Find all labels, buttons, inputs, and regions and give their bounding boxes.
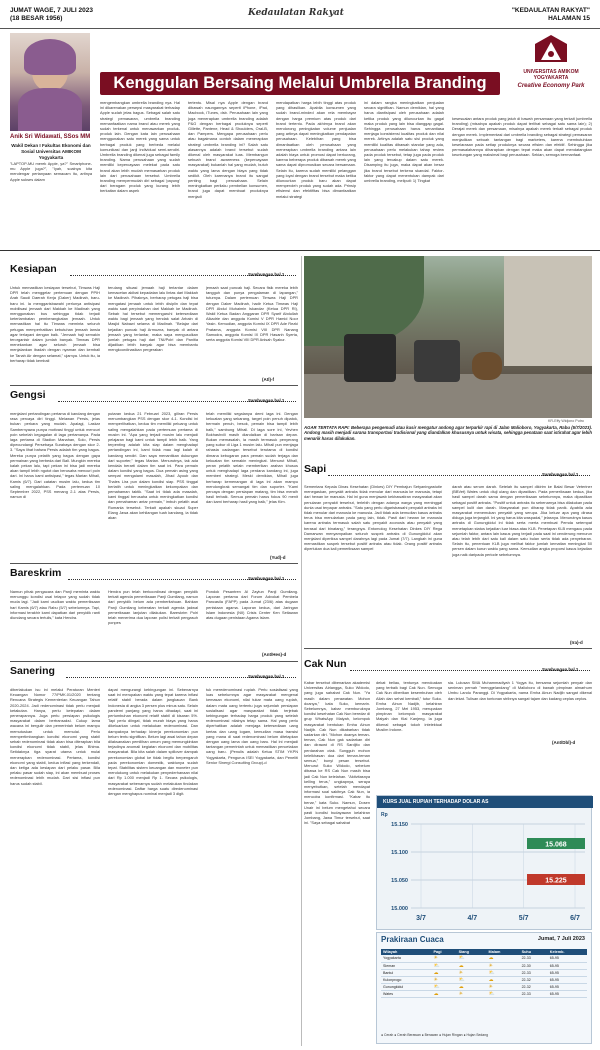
column-separator: [301, 256, 302, 1046]
bareskrim-signature: (Ant/Hes)-d: [262, 652, 287, 657]
issue-date: JUMAT WAGE, 7 JULI 2023: [10, 7, 93, 14]
bareskrim-rule: [10, 661, 298, 662]
page-info: [512, 7, 590, 23]
weather-city: Wates: [381, 990, 431, 997]
kesiapan-signature: (Atl)-f: [262, 377, 274, 382]
tree-shape: [304, 256, 424, 346]
sapi-col-2: darah atau serum darah. Setelah itu sampel dikirim ke Balai Besar Veteriner (BBVet) Wates untuk diuji ulang dan dipastikan. Pada pemeriksaan kedua, jika hasil sampel darah sama dengan pemeriksaan sebelumnya, maka dipastikan sebagai positif antraks. "Positif untuk antraks itu sebenarnya bisa dilakukan pada sampel kulit dan darah. Masyarakat pun diharap tidak panik. Apabila ada masyarakat menemukan penyakit yang serupa. Jika keluar apa yang dirasa diduga juga terjangkit. Ini yang harus kita waspadai," jelasnya. Menurutnya kasus antraks di Gunungkidul ini tidak serta merta membuat Pemda setempat menetapkan status kejadian luar biasa atau KLB. Penetapan KLB mengacu pada sejumlah faktor, antara lain kasus yang terjadi pada saat ini cenderung menurun atau telah lebih dari satu kali dalam satu bulan serta tidak ada penyebaran. Selain itu, penentuan KLB juga melihat faktor jumlah kematian meningkat 50 persen dalam kurun waktu yang sama. Kemudian angka proporsi kasus kejadian juga naik daripada periode sebelumnya.: [452, 484, 592, 557]
kesiapan-col-1: Untuk memastikan kesiapan tersebut, Timwas Haji DPR telah menggelar pertemuan dengan PPIH Arab Saudi Daerah Kerja (Daker) Madinah, baru-baru ini. Ia menggarisbawahi perlunya antisipasi mobilisasi jemaah dari Makkah ke Madinah yang menggunakan bus sehingga tidak terjadi keterlambatan pemberangkatan jemaah. Untuk memastikan hal itu Timwas meminta seluruh petugas memperhatikan kebutuhan jemaah lansia agar terlayani dengan baik. "Jemaah haji semakin terorganisir dalam jumlah banyak. Timwas DPR menekankan agar seluruh jemaah bisa menjalankan ibadah dengan nyaman dan kembali ke Tanah Air dengan selamat," ujarnya. Untuk itu, ia berharap tidak kembali: [10, 285, 100, 363]
weather-icon: ☁: [487, 976, 520, 983]
forex-top-label: 15.068: [545, 841, 567, 849]
logo-tagline: Creative Economy Park: [517, 83, 585, 89]
forex-ytick-label: 15.050: [391, 878, 408, 884]
shoulders-shape: [18, 88, 82, 131]
forex-ytick-label: 15.000: [391, 906, 408, 912]
weather-row: [381, 955, 587, 962]
forex-date-label: 3/7: [416, 915, 426, 922]
andong-1-shape: [344, 334, 396, 382]
bareskrim-title: Bareskrim: [10, 567, 62, 579]
masthead: Kedaulatan Rakyat: [248, 8, 344, 18]
weather-icon: ⛅: [431, 983, 456, 990]
weather-legend: [381, 1033, 587, 1037]
sanering-col-1: diberlakukan isu ini melalui Peraturan Menteri Keuangan Nomor 77/PMK.01/2020 tentang Rencana Strategis Kementerian Keuangan Tahun 2020-2024. Jadi redenominasi tidak perlu menjadi ketakutan. Hanya, perlu ketepatan dalam penerapannya. Juga perlu persiapan psikologis masyarakat dalam bertransaksi. Cukup lama wacana ini bergulir dan pemerintah belum mampu memutuskan untuk memulai. Perlu mempertimbangkan kondisi ekonomi yang stabil sebab redenominasi tidak akan bisa diterapkan bila kondisi ekonomi tidak stabil, jelas Bhima. Setidaknya tiga syarat utama untuk mulai menerapkan redenominasi. Pertama, kondisi ekonomi yang stabil, kedua inflasi yang terkendali, dan ketiga ada kesiapan dari pelaku pasar. Bila pelaku pasar sudah siap, ini akan membuat proses redenominasi lebih mudah. Dari sisi inflasi pun harus sudah stabil.: [10, 687, 100, 786]
forex-unit: Rp: [381, 812, 388, 818]
header-rule: [0, 28, 600, 29]
weather-value: 65-95: [548, 990, 587, 997]
weather-value: 65-95: [548, 983, 587, 990]
gengsi-col-2: putaran kedua 21 Februari 2023, giliran Persis menumbangkan PSS dengan skor 4-1. Kondisi ini memperlihatkan, kedua tim memiliki peluang untuk saling mengalahkan pada pertemuan pertama di musim ini. "Apa yang terjadi musim lalu menjadi pelajaran bagi kami untuk tampil lebih baik. Yang terpenting adalah kita siap dalam menghadapi pertandingan ini, kami tidak mau lagi kalah di kandang sendiri. Dan saya menantikan dukungan dari suporter," tegas Marian. Menurutnya, tak ada kendala berarti dalam tim saat ini. Para pemain dalam kondisi yang bagus. Dua pemain asing yang sempat mengalami masalah, Jihad Ayoub dan Thales Lira pun dalam kondisi siap. PSS tinggal berlatih untuk meningkatkan kekompakan dan pemahaman taktik. "Saat ini tidak ada masalah, kami tinggal berusaha untuk meningkatkan kondisi dan pemahaman antar pemain," imbuh pelatih asal Rumania tersebut. Terkait apakah skuad Super Elang Jawa akan kehilangan tuah kandang, ia tidak akan: [108, 411, 198, 521]
bareskrim-col-3: Pondok Pesantren Al Zaytun Panji Gumilang. Laporan pertama dari Forum Advokat Pembela Pancasila (FAPP) pada Jumat (23/6) atas dugaan penistaan agama. Laporan kedua, dari Jaringan Islam Indonesia (NII) Crisis Center Ken Setiawan atas dugaan penistaan Agama Islam.: [206, 589, 298, 621]
weather-icon: ☀: [487, 962, 520, 969]
weather-value: 22-33: [520, 955, 548, 962]
ad-column-1: mengembangkan umbrella branding nya. Hal ini dikarenakan persepsi masyarakat terhadap Apple sudah jelas bagus. Sebagai salah satu strategi pemasaran, umbrella branding memanfaatkan nama brand atau merek yang sudah terkenal untuk menawarkan produk-produk lain. Dengan kata lain perusahaan menggunakan satu merek yang sama untuk berbagai produk yang berbeda melalui komunikasi dan janji individual semi-sendiri. Umbrella branding dikenal juga sebagai family branding. Nama perusahaan yang sudah memiliki kepercayaan melekat pada satu brand akan lebih mudah memasarkan produk lain dari perusahaan tersebut. Umbrella branding mempermudah diri sebagai 'payung' dari beragam produk yang kurang lebih berkaitan dalam aspek: [100, 100, 180, 194]
weather-icon: ☁: [457, 962, 487, 969]
ad-bottom-rule: [0, 250, 600, 251]
sapi-col-1: Sementara Kepala Dinas Kesehatan (Dinkes) DIY Pembajun Setyaningastutie menegaskan, penyakit antraks tidak menular dari manusia ke manusia, tetapi dari hewan ke manusia. Hal ini guna menjawab kekhawatiran masyarakat akan penularan penyakit tersebut, terlebih dengan adanya warga yang meninggal dunia usai terpapar antraks. "Satu yang perlu digarisbawahi penyakit antraks ini tidak menular dari manusia ke manusia. Jadi tidak ada kemudian kasus antraks terus bisa menularkan pada yang lain, tidak. Pasti dari hewan ke manusia karena antraks termasuk salah satu penyakit zoonosis atau penyakit yang berasal dari binatang," terangnya. Entomolog Kesehatan Dinkes DIY Rega Damarwan menyampaikan seluruh suspek antraks di Gunungkidul akan menjalani diperiksa sampel darahnya lagi pada Jumat (7/7). Langkah ini guna memastikan suspek tersebut positif antraks atau tidak. Orang positif antraks diperlukan dua kali pemeriksaan sampel: [304, 484, 442, 552]
weather-header-cell: Suhu: [521, 950, 532, 954]
caknun-signature: (Ant/Dbl)-d: [552, 740, 576, 745]
weather-legend-item: ● Cerah: [381, 1033, 395, 1037]
weather-legend-item: ● Cerah Berawan: [394, 1033, 422, 1037]
weather-icon: ⛅: [431, 962, 456, 969]
bareskrim-col-1: Namun pihak pengacara dan Panji meminta waktu menunggu kondisi usai telapor yang sudah tidak muda lagi. "Jadi kami usulkan waktu pemeriksaan hari Kamis (6/7) atau Rabu (5/7) sebelumnya. Tapi, informasi terakhir kami dapatkan dari penyidik ranti diundang secara tertulis," kata Hendra.: [10, 589, 100, 621]
weather-icon: ☁: [431, 969, 456, 976]
page-number: HALAMAN 15: [548, 15, 590, 22]
weather-table: [381, 949, 587, 998]
sanering-col-3: tuk meredenominasi rupiah. Perlu sosialisasi yang luas sebelumnya agar masyarakat mengenal kemasan ekonomi, nilai tukar mata uang rupiah, dalam mata uang tertentu juga sejumlah persiapan sosialisasi agar masyarakat tidak terjebak kebingungan terhadap harga produk yang setelah redenominasi nilainya tetap sama. Hal yang perlu diperhatikan adalah menjaga ketersediaan uang kertas dan uang logam, kemudian masa transisi yang mana di saat redenominasi belum ditetapkan dengan uang lama dan uang baru. Hal ini menjadi tantangan pemerintah untuk memastikan pencetakan uang baru. (Penulis adalah Ketua STIM YKPN Yogyakarta, Pengurus ISEI Yogyakarta, dan Peneliti Senior Sinergi Consulting Group)-d: [206, 687, 298, 765]
weather-value: 22-32: [520, 983, 548, 990]
author-photo: [10, 33, 90, 131]
sanering-title: Sanering: [10, 665, 55, 677]
weather-icon: ☀: [457, 990, 487, 997]
gengsi-title: Gengsi: [10, 389, 46, 401]
amikom-logo: [510, 34, 592, 112]
ad-title: Kenggulan Bersaing Melalui Umbrella Branding: [100, 72, 500, 95]
weather-city: Bantul: [381, 969, 431, 976]
newspaper-name: "KEDAULATAN RAKYAT": [511, 7, 590, 14]
weather-header-cell: Wilayah: [383, 950, 398, 954]
weather-value: 65-95: [548, 969, 587, 976]
forex-date-label: 5/7: [518, 915, 529, 922]
weather-date: Jumat, 7 Juli 2023: [537, 936, 585, 942]
sapi-title: Sapi: [304, 463, 327, 475]
sanering-continued: Sambungan hal 1: [248, 674, 285, 679]
weather-icon: ⛅: [487, 990, 520, 997]
kesiapan-rule: [10, 385, 298, 386]
weather-city: Gunungkidul: [381, 983, 431, 990]
weather-header-cell: Siang: [458, 950, 469, 954]
sapi-signature: (Ira)-d: [570, 640, 583, 645]
weather-value: 22-32: [520, 976, 548, 983]
bareskrim-continued: Sambungan hal 1: [248, 576, 285, 581]
weather-row: [381, 990, 587, 997]
ad-quote: "LAPTOP-MU merek Apple, ya?" Smartphone-mu Apple juga?", "Iyah, soalnya kita mendengar pertanyaan semacam itu, artinya Apple sukses dalam: [10, 161, 92, 182]
weather-legend-item: ● Hujan Ringan: [439, 1033, 464, 1037]
sapi-continued: Sambungan hal 1: [542, 472, 579, 477]
weather-legend-item: ● Hujan Sedang: [463, 1033, 488, 1037]
logo-name: UNIVERSITAS AMIKOM YOGYAKARTA: [523, 69, 579, 81]
caknun-col-3: sia. Lulusan SMA Muhammadiyah 1 Yogya itu, bersama sejumlah penyair dan seniman pernah "menggelandang" di Malioboro di bawah pimpinan almarhum Umbu Landu Paranggi. Di Yogyakarta, nama Emha Ainun Nadjib sangat dikenal dan lekat. Tulisan dan tontonan stribnya sangat tajam dan kadang ceplas ceplos.: [448, 680, 592, 701]
gengsi-continued: Sambungan hal 1: [248, 398, 285, 403]
sapi-rule: [304, 648, 592, 649]
news-photo: [304, 256, 592, 418]
photo-caption: AGAR TERTATA RAPI: Beberapa pengemudi atau kusir mengatur andong agar terparkir rapi di Jalan Malioboro, Yogyakarta, Rabu (5/7/2023). Andong masih menjadi sarana transportasi tradisional yang diandalkan khususnya untuk wisata, sehingga penataan saat istirahat agar lebih menarik harus dilakukan.: [304, 425, 592, 441]
weather-row: [381, 983, 587, 990]
kesiapan-col-3: jemaah saat puncak haji. Secara fisik mereka lebih tangguh dan punya pengalaman di lapangan," tuturnya. Dalam pertemuan Timwas Haji DPR dengan Daker Madinah, hadir Ketua Timwas Haji DPR Abdul Muhaimin Iskandar (Ketua DPR RI), Wakil Ketua Badan Anggaran DPR Syarif Abdullah Alkadrie dan anggota Komisi V DPR Hamid Noor Yasin. Kemudian, anggota Komisi IX DPR Ade Rezki Pratama, anggota Komisi VIII DPR Nanang Samodra, anggota Komisi IX DPR Hasanh Syerta, serta anggota Komisi VIII DPR Anisah Syakur.: [206, 285, 298, 343]
weather-icon: ☀: [431, 955, 456, 962]
hijab-shape: [24, 39, 76, 75]
kesiapan-col-2: terulang situasi jemaah haji terlantar dalam kemacetan akibat kepadatan lalu lintas dari Makkah ke Madinah. Pihaknya, berharap petugas haji bisa mengatasi jemaah untuk lebih disiplin dan tepat waktu saat perpindahan dari Makkah ke Madinah. Sebab hal tersebut memengaruhi ketersediaan waktu bagi jemaah yang hendak salat Arbain di Masjid Nabawi selama di Madinah. "Belajar dari kejadian puncak haji Armuzna, banyak di antara jemaah yang terlantar, maka saya mengusulkan jumlah petugas haji dari TNI/Polri dan Panitia dijadikan lebih banyak agar bisa membantu mengkoordinasikan pergerakan: [108, 285, 198, 353]
weather-city: Sleman: [381, 962, 431, 969]
ad-column-3: mendapatkan harga lebih tinggi atas produk yang dihasilkan. Apabila konsumen yang sudah brand-minded akan rela membayar dengan harga premium atas produk dari brand tertentu. Pada akhirnya brand akan mendorong peningkatan volume penjualan yang artinya dapat meningkatkan pendapatan perusahaan. Kelebihan yang bisa dimanfaatkan oleh perusahaan yang menerapkan umbrella branding antara lain adalah biaya untuk promosi dapat berkurang, karena beberapa produk dibawah merek yang sama dapat dipromosikan secara bersamaan. Selain itu, karena sudah memiliki pelanggan yang loyal dengan brand tersebut maka ketika diluncurkan produk baru akan dapat memperoleh produk yang sudah ada. Prinsip efisiensi dan efektifitas bisa dimanfaatkan melalui strategi: [276, 100, 356, 199]
photo-credit: KR-Effy Widjono Putro: [548, 419, 584, 423]
weather-value: 22-33: [520, 969, 548, 976]
forex-chart: [376, 795, 592, 930]
caknun-col-2: dekat beliau, tentunya mendoakan yang terbaik bagi Cak Nun. Semoga Cak Nun diberikan kesembuhan oleh Allah dan sehat kembali," tutur Suko. Emha Ainun Nadjib, kelahiran Jombang, 27 Mei 1953, merupakan pimpinan kelompok masyarakat Maiyah dan Kiai Kanjeng. Ia juga dikenal sebagai tokoh intelektual Muslim Indone-: [376, 680, 442, 732]
ad-column-2: tertentu. Misal nya Apple dengan brand dibawah naungannya seperti iPhone, iPad, Macbook, iTunes, dsb. Perusahaan lain yang juga menerapkan umbrella branding adalah P&G dengan berbagai produknya seperti Gillette, Pantene, Head & Shoulders, Oral-B, dan Pampers. Mengapa perusahaan perlu atau bagaimana contoh dalam menerapkan strategi umbrella branding ini? Salah satu alasannya adalah brand tersebut sudah dikenal oleh masyarakat luas. Membangun sebuah brand awareness (kepercayaan masyarakat) bukanlah hal yang mudah, butuh waktu yang lama dengan biaya yang tidak sedikit. Oleh karenanya brand itu sangat penting bagi perusahaan. Selain meningkatkan perilaku pembelian konsumen, brand juga dapat membuat produknya menjadi: [188, 100, 268, 199]
kesiapan-title: Kesiapan: [10, 263, 57, 275]
weather-value: 65-95: [548, 962, 587, 969]
forex-bottom-label: 15.225: [545, 877, 567, 885]
weather-value: 22-30: [520, 962, 548, 969]
weather-icon: ⛅: [457, 976, 487, 983]
weather-header-cell: Malam: [488, 950, 501, 954]
weather-row: [381, 976, 587, 983]
weather-body: [381, 955, 587, 997]
gengsi-signature: (Yud)-d: [270, 555, 286, 560]
forex-title: KURS JUAL RUPIAH TERHADAP DOLAR AS: [377, 796, 593, 808]
kesiapan-continued: Sambungan hal 1: [248, 272, 285, 277]
weather-header-cell: Pagi: [433, 950, 442, 954]
andong-2-shape: [414, 340, 460, 382]
forex-date-label: 4/7: [467, 915, 478, 922]
weather-icon: ⛅: [457, 955, 487, 962]
weather-icon: ☀: [431, 976, 456, 983]
forex-date-label: 6/7: [570, 915, 580, 922]
bareskrim-col-2: Hendra pun telah berkoordinasi dengan penyidik terkait agenda pemeriksaan Panji Gumilang, namun dari penyidik belum ada pemberitahuan. Bahkan Panji Gumilang keberatan terkait agenda jadwal pemeriksaan lanjutan dilakukan. Bareskrim Polri telah menerima dua laporan polisi terkait pengasuh ponpes: [108, 589, 198, 626]
page-date: [10, 7, 93, 23]
caknun-title: Cak Nun: [304, 658, 347, 670]
weather-value: 65-95: [548, 976, 587, 983]
author-name: Anik Sri Widawati, SSos MM: [10, 134, 91, 140]
author-role: Wakil Dekan I Fakultas Ekonomi dan Sosial Universitas AMIKOM Yogyakarta: [11, 143, 91, 160]
weather-city: Yogyakarta: [381, 955, 431, 962]
amikom-emblem-icon: [533, 34, 569, 64]
weather-header-cell: Kelemb.: [549, 950, 565, 954]
weather-icon: ☁: [431, 990, 456, 997]
ad-column-5: kesesuaian antara produk yang jatuh di bawah persamaan yang terkait (umbrella branding) (misalnya apakah produk dapat terlihat sebagai satu sama lain); 2) Derajat merek dan persamaan, misalnya apakah merek terkait sebagai produk dengan merek. Implementasi dari umbrella branding sebagai strategi pemasaran menjadikan sebuah tantangan bagi marketers, karena membutuhkan keselarasan pada setiap produknya secara efisien dan efektif. Sehingga jika permasalahannya diharapkan dengan tepat maka akan dapat mendatangkan keuntungan yang maksimal bagi perusahaan. Sekian, semoga bermanfaat.: [452, 116, 592, 158]
weather-row: [381, 969, 587, 976]
weather-value: 22-33: [520, 990, 548, 997]
gengsi-rule: [10, 563, 298, 564]
weather-icon: ☀: [457, 969, 487, 976]
weather-legend-item: ● Berawan: [421, 1033, 439, 1037]
gengsi-col-3: telah memiliki segalanya demi laga ini. Dengan kekuatan yang sekarang, target poin penuh dipatok, bermain penuh, besok, pemain bisa tampil lebih baik," sambung Mihail. Di laga sore ini, Yevhen Bokhashvili masih diandalkan di barisan depan. Bukan memasalah, ia masih termasuk penyerang yang subur di Liga 1 musim lalu. Mihail pun menjaga rahasia cadangan tersebut terutama di kondisi dimana kebugaran para pemain sudah terjaga dan kekuatan tim semakin meningkat. Menurut Mihail, peran pelatih selain memberikan arahan khusus untuk menghadapi laga perdana kandang ini, juga memberi strategi. Meski demikian, Mihail juga berharap kemenangan di laga ini akan mampu mendongkrak semangat tim dan suporter. "Kami percaya dengan persiapan matang, tim bisa meraih hasil terbaik. Semua pemain harus fokus 90 menit dan kami berharap hasil yang baik," jelas Kim.: [206, 411, 298, 505]
sanering-col-2: dapat mengurangi kebingungan ini. Sebenarnya saat ini merupakan waktu yang tepat karena inflasi relatif stabil berada dalam jangkauan Bank Indonesia di angka 3 persen plus minus satu. Selain pandemi panjang yang harus dihadapi, saat ini pertumbuhan ekonomi relatif stabil di kisaran 5%. Tapi perlu diingat, tidak murah biaya yang harus dikeluarkan untuk melakukan redenominasi. Dan dampaknya terhadap kinerja perekonomian pun belum tentu signifikan. Belum lagi awal tahun depan dilaksanakan pemilihan umum yang memungkinkan terjadinya anomali kegiatan ekonomi dan mobilitas masyarakat. Bila kita salah dalam spillover dampak perekonomian global ke tidak begitu berpengaruh pada perekonomian domestik, waktunya sudah tepat. Stabilitas sistem keuangan dan moneter pun mendukung untuk melakukan penyederhanaan nilai dari Rp 1.000 menjadi Rp 1. Secara psikologis, masyarakat sebenarnya sudah melakukan tindakan redenominasi. Daftar harga suatu diredenominasi dengan menghapus nominal menjadi 3 digit.: [108, 687, 198, 797]
ad-column-4: ini dalam rangka meningkatkan penjualan secara signifikan. Namun demikian, hal yang harus diantisipasi oleh perusahaan adalah ketika produk yang diluncurkan itu gagal maka produk yang lain bisa dianggap gagal. Sehingga perusahaan harus senantiasa menjaga konsistensi kualitas produk dan nilai merek. Artinya adalah satu sisi produk yang memiliki kualitas dibawah standar yang ada, perusahaan perlu melakukan tahap review pada produk tersebut, tetap juga pada produk lain yang tercakup dalam satu merek. Disamping itu juga, maka dapat akan besar jika brand tersebut terkena skandal. Faktor-faktor yang dapat menentukan dampak dari umbrella branding, meliputi: 1) Tingkat: [364, 100, 444, 184]
weather-title: Prakiraan Cuaca: [381, 935, 444, 944]
weather-box: [376, 932, 592, 1044]
forex-ytick-label: 15.100: [391, 850, 408, 856]
horse-shape: [472, 352, 502, 380]
weather-row: [381, 962, 587, 969]
javanese-date: (18 BESAR 1956): [10, 15, 63, 22]
caknun-col-1: Kabar tersebut dibenarkan akademisi Universitas Airlangga, Suko Widodo, yang juga sahabat Cak Nun. "Ya masih dalam perawatan. Mohon doanya," kata Suko, kemarin. Sebelumnya, kabar memburuknya kondisi kesehatan Cak Nun beredar di grup WhatsApp Maiyah, kelompok masyarakat bentukan Emha Ainun Nadjib. Cak Nun dikabarkan tidak sadarkan diri. "Mohon doanya teman-teman, Cak Nun gak sadarkan diri dan dirawat di RS Sardjito dan perdarahan otak. Sungguh mohon kelelkhasan doa dari teman-teman semua," bunyi pesan tersebut. Menurut Suko Widodo, sebelum dibawa ke RS Cak Nun masih bisa jadi Cak Nun kelelahan. "Aktivitasnya kelling terus," ungkapnya, seraya menyebutkan, setelah mendapat informasi soal sakitnya Cak Nun, ia mencoba konfirmasi. "Kabar itu benar," kata Suko. Namun, Dosen Unair ini belum mengetahui secara pasti kondisi budayawan kelahiran Jombang, Jawa Timur tersebut, saat ini. "Saya sebagai sahabat: [304, 680, 370, 826]
weather-icon: ☁: [487, 955, 520, 962]
weather-icon: ⛅: [487, 969, 520, 976]
weather-city: Kulonprogo: [381, 976, 431, 983]
forex-ytick-label: 15.150: [391, 822, 408, 828]
weather-icon: ☁: [457, 983, 487, 990]
caknun-continued: Sambungan hal 1: [542, 667, 579, 672]
weather-icon: ☀: [487, 983, 520, 990]
weather-value: 65-95: [548, 955, 587, 962]
gengsi-col-1: menjalani pertandingan pertama di kandang dengan rasa percaya diri tinggi. Melawan Persis, jelas bukan perkara yang mudah. Apalagi, Laskar Sambernyawa punya motivasi tinggi untuk mencuri poin sebelah kegagalan di laga pertamanya. Pada laga pertama di Stadion Manahan, Solo, Persis dipecundangi Persebaya Surabaya dengan skor 2-3. "Saya lihat bahwa Persis adalah tim yang bagus. Mereka punya pelatih yang bagus dengan gaya permainan yang berbeda dari Bali. Mungkin mereka kalah pekan lalu, tapi pekan ini bisa jadi mereka akan tampil lebih ngotot dan berusaha mencuri poin dari. Ini harus kami antisipasi," tegas Marian Mihail, Kamis (6/7). Dari catatan musim lalu, kedua tim saling mengalahkan. Pada pertemuan 10 September 2022, PSS menang 2-1 atas Persis, namun di: [10, 411, 100, 500]
forex-plot: [377, 808, 591, 929]
building-shape: [504, 256, 592, 366]
